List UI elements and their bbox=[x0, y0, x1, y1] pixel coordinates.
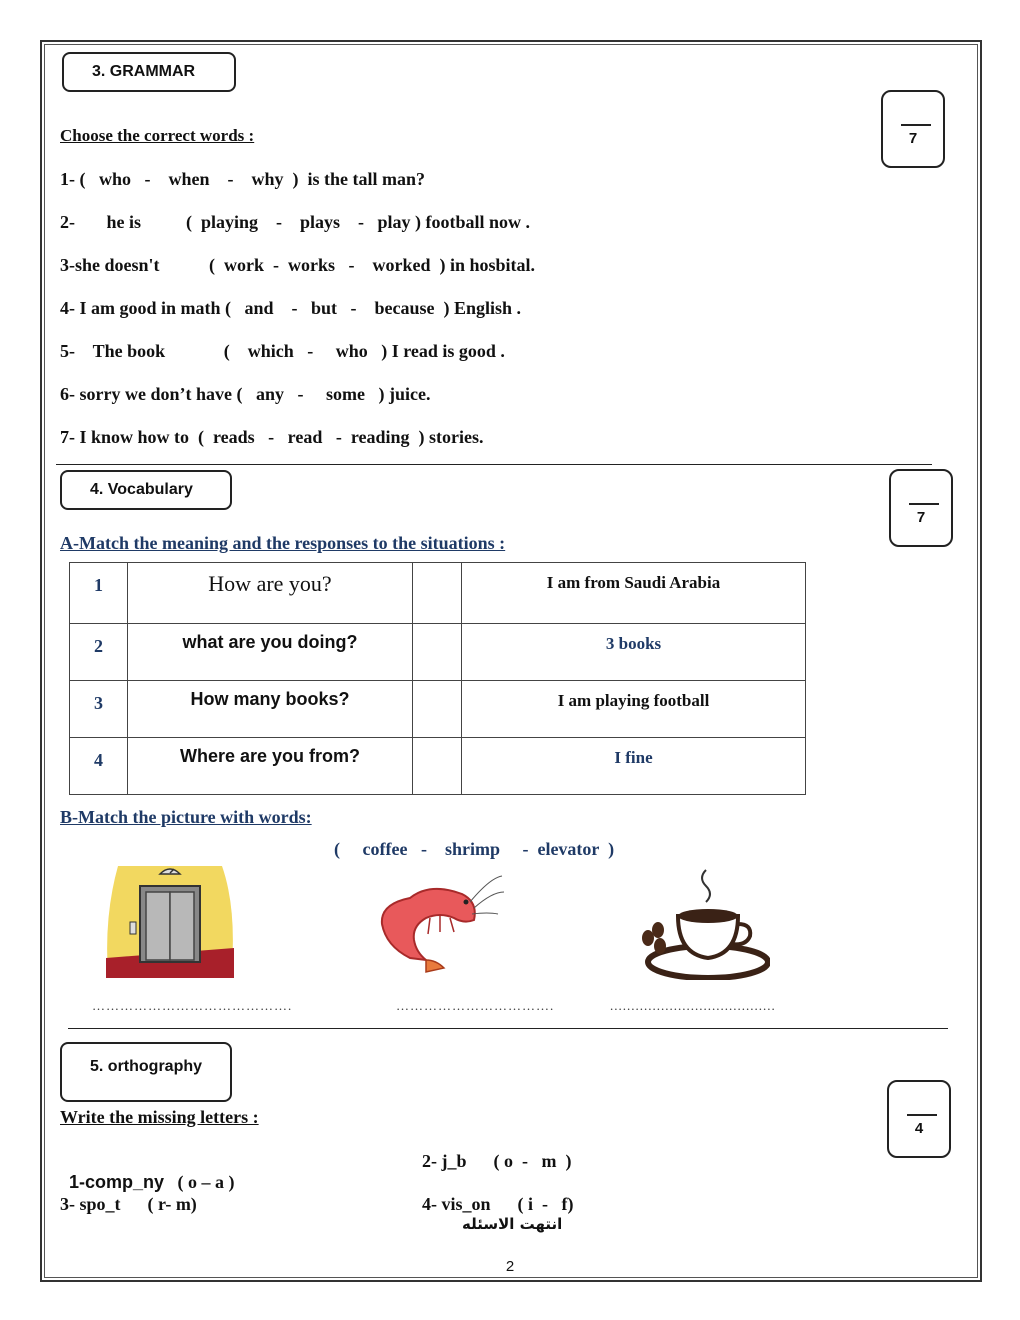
table-row bbox=[70, 738, 806, 795]
part-a-title-1: A-Match the meaning and bbox=[60, 533, 262, 553]
q1-word: 1-comp_ny bbox=[69, 1172, 165, 1192]
part-a-title-2: the responses to the situations : bbox=[266, 533, 506, 553]
elevator-answer-blank[interactable]: ……………………………………. bbox=[92, 998, 293, 1013]
orthography-score-box bbox=[887, 1080, 951, 1158]
grammar-score-box bbox=[881, 90, 945, 168]
shrimp-picture bbox=[370, 868, 506, 978]
orthography-question-2: 2- j_b ( o - m ) bbox=[422, 1151, 572, 1171]
row-answer: 3 books bbox=[462, 624, 806, 681]
grammar-question-5: 5- The book ( which - who ) I read is good . bbox=[60, 341, 505, 361]
orthography-section-label bbox=[60, 1042, 232, 1102]
orthography-question-3: 3- spo_t ( r- m) bbox=[60, 1194, 197, 1214]
score-line bbox=[901, 124, 931, 126]
grammar-section-label bbox=[62, 52, 236, 92]
section-divider bbox=[56, 464, 932, 465]
grammar-question-7: 7- I know how to ( reads - read - reading ) stories. bbox=[60, 427, 484, 447]
orthography-score: 4 bbox=[914, 1120, 924, 1137]
table-row bbox=[70, 563, 806, 624]
answer-blank[interactable] bbox=[413, 563, 462, 624]
orthography-question-1 bbox=[60, 1151, 235, 1193]
table-row bbox=[70, 624, 806, 681]
grammar-question-4: 4- I am good in math ( and - but - because ) English . bbox=[60, 298, 522, 318]
part-b-title: B-Match the picture with words: bbox=[60, 807, 312, 827]
grammar-score: 7 bbox=[908, 130, 918, 147]
shrimp-answer-blank[interactable]: ……………………………. bbox=[396, 998, 555, 1013]
row-number: 1 bbox=[70, 563, 128, 624]
matching-table bbox=[69, 562, 806, 795]
orthography-instruction: Write the missing letters : bbox=[60, 1107, 259, 1127]
answer-blank[interactable] bbox=[413, 624, 462, 681]
row-question: Where are you from? bbox=[128, 738, 413, 795]
grammar-question-3: 3-she doesn't ( work - works - worked ) in hosbital. bbox=[60, 255, 536, 275]
row-number: 3 bbox=[70, 681, 128, 738]
elevator-picture bbox=[104, 866, 236, 978]
vocabulary-score: 7 bbox=[916, 509, 926, 526]
answer-blank[interactable] bbox=[413, 738, 462, 795]
row-answer: I am from Saudi Arabia bbox=[462, 563, 806, 624]
vocabulary-section-label-text: 4. Vocabulary bbox=[90, 481, 193, 498]
orthography-question-4: 4- vis_on ( i - f) bbox=[422, 1194, 574, 1214]
score-line bbox=[907, 1114, 937, 1116]
word-bank: ( coffee - shrimp - elevator ) bbox=[334, 839, 615, 859]
score-line bbox=[909, 503, 939, 505]
row-answer: I fine bbox=[462, 738, 806, 795]
row-question: How are you? bbox=[128, 563, 413, 624]
grammar-question-1: 1- ( who - when - why ) is the tall man? bbox=[60, 169, 426, 189]
page-number: 2 bbox=[505, 1258, 515, 1275]
q1-letters: ( o – a ) bbox=[177, 1172, 235, 1192]
vocabulary-score-box bbox=[889, 469, 953, 547]
grammar-instruction: Choose the correct words : bbox=[60, 126, 255, 145]
grammar-question-2: 2- he is ( playing - plays - play ) football now . bbox=[60, 212, 531, 232]
coffee-picture bbox=[634, 866, 770, 980]
row-question: what are you doing? bbox=[128, 624, 413, 681]
row-number: 2 bbox=[70, 624, 128, 681]
grammar-section-label-text: 3. GRAMMAR bbox=[92, 63, 196, 80]
section-divider bbox=[68, 1028, 948, 1029]
row-answer: I am playing football bbox=[462, 681, 806, 738]
row-number: 4 bbox=[70, 738, 128, 795]
coffee-answer-blank[interactable]: ....................................... bbox=[610, 998, 776, 1013]
orthography-section-label-text: 5. orthography bbox=[90, 1058, 203, 1075]
grammar-question-6: 6- sorry we don’t have ( any - some ) juice. bbox=[60, 384, 431, 404]
end-note: انتهت الاسئله bbox=[462, 1215, 563, 1233]
row-question: How many books? bbox=[128, 681, 413, 738]
table-row bbox=[70, 681, 806, 738]
part-a-title bbox=[60, 533, 505, 554]
vocabulary-section-label bbox=[60, 470, 232, 510]
answer-blank[interactable] bbox=[413, 681, 462, 738]
